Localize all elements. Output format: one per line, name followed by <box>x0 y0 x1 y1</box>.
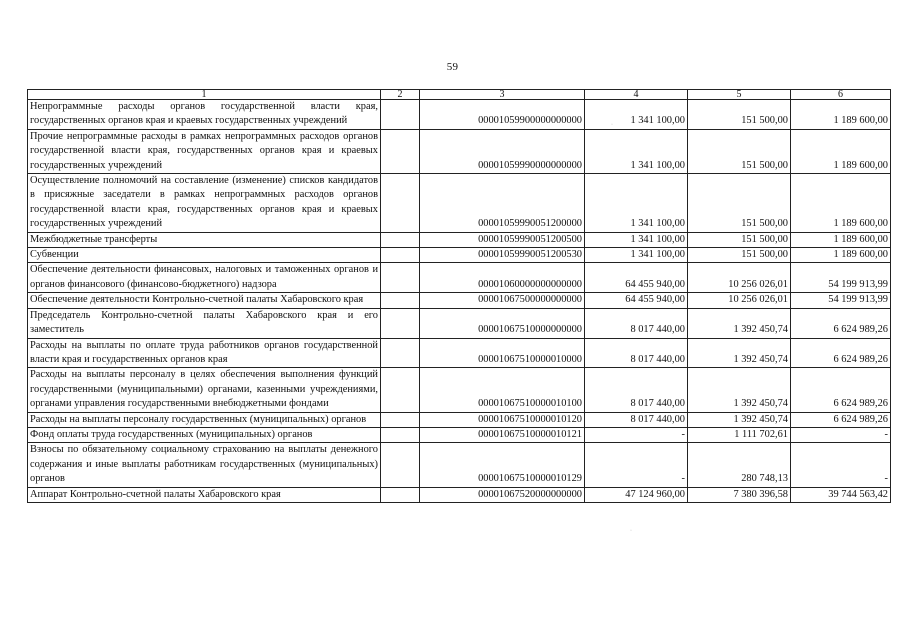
row-value-col5: 1 392 450,74 <box>688 368 791 412</box>
row-name: Обеспечение деятельности Контрольно-счетной палаты Хабаровского края <box>28 293 381 308</box>
row-name: Расходы на выплаты персоналу в целях обеспечения выполнения функций государственными (муниципальными) органами, казенными учреждениями, органами управления государственными внебюджетными фондами <box>28 368 381 412</box>
table-row <box>28 443 891 487</box>
row-value-col6: 6 624 989,26 <box>791 308 891 338</box>
row-name: Аппарат Контрольно-счетной палаты Хабаровского края <box>28 487 381 502</box>
table-row <box>28 308 891 338</box>
row-value-col4: 8 017 440,00 <box>585 308 688 338</box>
row-code: 00001059990051200000 <box>420 174 585 233</box>
column-number: 5 <box>688 90 791 100</box>
row-value-col6: 1 189 600,00 <box>791 232 891 247</box>
row-name: Расходы на выплаты персоналу государственных (муниципальных) органов <box>28 412 381 427</box>
row-name: Субвенции <box>28 248 381 263</box>
row-value-col4: 8 017 440,00 <box>585 338 688 368</box>
row-value-col5: 7 380 396,58 <box>688 487 791 502</box>
row-value-col6: 1 189 600,00 <box>791 100 891 130</box>
row-value-col4: 1 341 100,00 <box>585 100 688 130</box>
row-col2 <box>381 100 420 130</box>
column-number: 3 <box>420 90 585 100</box>
row-code: 00001067520000000000 <box>420 487 585 502</box>
row-value-col5: 151 500,00 <box>688 100 791 130</box>
row-col2 <box>381 368 420 412</box>
table-row <box>28 412 891 427</box>
row-name: Непрограммные расходы органов государственной власти края, государственных органов края и краевых государственных учреждений <box>28 100 381 130</box>
budget-table <box>27 89 891 503</box>
row-name: Взносы по обязательному социальному страхованию на выплаты денежного содержания и иные выплаты работникам государственных (муниципальных) органов <box>28 443 381 487</box>
row-value-col5: 1 111 702,61 <box>688 427 791 442</box>
row-name: Обеспечение деятельности финансовых, налоговых и таможенных органов и органов финансового (финансово-бюджетного) надзора <box>28 263 381 293</box>
row-value-col6: 54 199 913,99 <box>791 263 891 293</box>
column-number-row <box>28 90 891 100</box>
row-col2 <box>381 232 420 247</box>
row-code: 00001059900000000000 <box>420 100 585 130</box>
row-code: 00001067500000000000 <box>420 293 585 308</box>
table-row <box>28 338 891 368</box>
column-number: 6 <box>791 90 891 100</box>
row-value-col5: 151 500,00 <box>688 129 791 173</box>
row-value-col4: - <box>585 427 688 442</box>
scan-speck: · <box>630 528 632 534</box>
table-row <box>28 232 891 247</box>
row-name: Осуществление полномочий на составление (изменение) списков кандидатов в присяжные заседатели в рамках непрограммных расходов органов государственной власти края, государственных органов края и краевых государственных учреждений <box>28 174 381 233</box>
row-value-col5: 151 500,00 <box>688 248 791 263</box>
row-value-col5: 1 392 450,74 <box>688 412 791 427</box>
row-code: 00001060000000000000 <box>420 263 585 293</box>
row-value-col4: 1 341 100,00 <box>585 174 688 233</box>
row-code: 00001067510000010121 <box>420 427 585 442</box>
row-value-col6: - <box>791 427 891 442</box>
row-value-col4: 64 455 940,00 <box>585 263 688 293</box>
table-row <box>28 293 891 308</box>
row-name: Фонд оплаты труда государственных (муниципальных) органов <box>28 427 381 442</box>
row-value-col6: - <box>791 443 891 487</box>
row-code: 00001067510000010000 <box>420 338 585 368</box>
row-code: 00001067510000010120 <box>420 412 585 427</box>
row-value-col6: 54 199 913,99 <box>791 293 891 308</box>
row-value-col6: 1 189 600,00 <box>791 174 891 233</box>
row-col2 <box>381 129 420 173</box>
row-code: 00001059990051200530 <box>420 248 585 263</box>
scan-speck: · <box>611 122 613 128</box>
row-value-col4: 1 341 100,00 <box>585 129 688 173</box>
row-value-col6: 6 624 989,26 <box>791 412 891 427</box>
column-number: 4 <box>585 90 688 100</box>
row-col2 <box>381 427 420 442</box>
row-value-col4: 64 455 940,00 <box>585 293 688 308</box>
row-name: Расходы на выплаты по оплате труда работников органов государственной власти края и государственных органов края <box>28 338 381 368</box>
table-row <box>28 248 891 263</box>
row-code: 00001059990000000000 <box>420 129 585 173</box>
row-value-col4: 8 017 440,00 <box>585 412 688 427</box>
row-value-col4: 47 124 960,00 <box>585 487 688 502</box>
page-number: 59 <box>446 61 459 73</box>
row-col2 <box>381 248 420 263</box>
row-value-col5: 280 748,13 <box>688 443 791 487</box>
row-value-col4: 8 017 440,00 <box>585 368 688 412</box>
row-value-col6: 1 189 600,00 <box>791 129 891 173</box>
row-value-col5: 10 256 026,01 <box>688 263 791 293</box>
row-value-col6: 1 189 600,00 <box>791 248 891 263</box>
table-row <box>28 368 891 412</box>
row-value-col6: 6 624 989,26 <box>791 368 891 412</box>
row-col2 <box>381 443 420 487</box>
row-value-col5: 10 256 026,01 <box>688 293 791 308</box>
row-name: Председатель Контрольно-счетной палаты Хабаровского края и его заместитель <box>28 308 381 338</box>
column-number: 2 <box>381 90 420 100</box>
table-row <box>28 263 891 293</box>
row-col2 <box>381 263 420 293</box>
row-code: 00001067510000000000 <box>420 308 585 338</box>
table-row <box>28 129 891 173</box>
row-value-col5: 151 500,00 <box>688 232 791 247</box>
row-value-col6: 39 744 563,42 <box>791 487 891 502</box>
table-row <box>28 100 891 130</box>
row-code: 00001067510000010100 <box>420 368 585 412</box>
row-col2 <box>381 412 420 427</box>
row-name: Межбюджетные трансферты <box>28 232 381 247</box>
row-value-col6: 6 624 989,26 <box>791 338 891 368</box>
row-value-col5: 1 392 450,74 <box>688 338 791 368</box>
row-code: 00001067510000010129 <box>420 443 585 487</box>
row-value-col4: 1 341 100,00 <box>585 248 688 263</box>
table-row <box>28 427 891 442</box>
table-row <box>28 174 891 233</box>
row-col2 <box>381 308 420 338</box>
row-col2 <box>381 293 420 308</box>
row-col2 <box>381 174 420 233</box>
row-value-col5: 151 500,00 <box>688 174 791 233</box>
row-code: 00001059990051200500 <box>420 232 585 247</box>
row-col2 <box>381 487 420 502</box>
row-col2 <box>381 338 420 368</box>
row-value-col4: - <box>585 443 688 487</box>
table-row <box>28 487 891 502</box>
column-number: 1 <box>28 90 381 100</box>
row-value-col5: 1 392 450,74 <box>688 308 791 338</box>
row-value-col4: 1 341 100,00 <box>585 232 688 247</box>
row-name: Прочие непрограммные расходы в рамках непрограммных расходов органов государственной власти края, государственных органов края и краевых государственных учреждений <box>28 129 381 173</box>
